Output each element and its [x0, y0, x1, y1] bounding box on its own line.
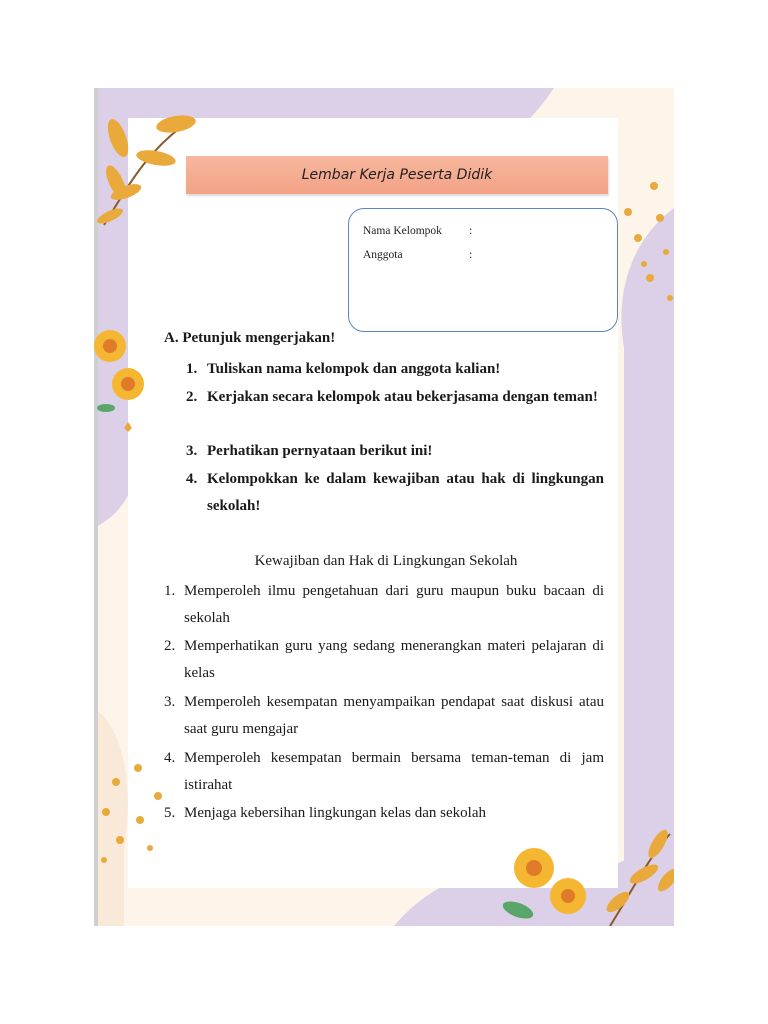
instruction-item: 3. Perhatikan pernyataan berikut ini! [186, 443, 433, 459]
dots-decoration [620, 180, 676, 310]
statement-item: 1. Memperoleh ilmu pengetahuan dari guru maupun buku bacaan di sekolah [164, 583, 604, 626]
dots-decoration [96, 760, 166, 870]
statement-item: 5. Menjaga kebersihan lingkungan kelas dan sekolah [164, 805, 486, 821]
statement-item: 4. Memperoleh kesempatan bermain bersama teman-teman di jam istirahat [164, 750, 604, 793]
instructions-heading: A. Petunjuk mengerjakan! [164, 330, 336, 346]
instruction-item: 1. Tuliskan nama kelompok dan anggota kalian! [186, 361, 501, 377]
statement-item: 3. Memperoleh kesempatan menyampaikan pendapat saat diskusi atau saat guru mengajar [164, 694, 604, 737]
statements-heading: Kewajiban dan Hak di Lingkungan Sekolah [254, 553, 518, 569]
group-name-label: Nama Kelompok [363, 225, 442, 237]
group-name-colon: : [469, 225, 473, 237]
statement-item: 2. Memperhatikan guru yang sedang menerangkan materi pelajaran di kelas [164, 638, 604, 681]
instruction-item: 2. Kerjakan secara kelompok atau bekerjasama dengan teman! [186, 389, 598, 405]
title-banner [186, 156, 608, 194]
members-label: Anggota [363, 249, 403, 261]
sunflower-icon [498, 828, 674, 926]
members-colon: : [469, 249, 473, 261]
instruction-item: 4. Kelompokkan ke dalam kewajiban atau hak di lingkungan sekolah! [186, 471, 604, 514]
page-title: Lembar Kerja Peserta Didik [301, 167, 493, 183]
sunflower-icon [94, 322, 150, 442]
group-info-box [348, 208, 618, 332]
